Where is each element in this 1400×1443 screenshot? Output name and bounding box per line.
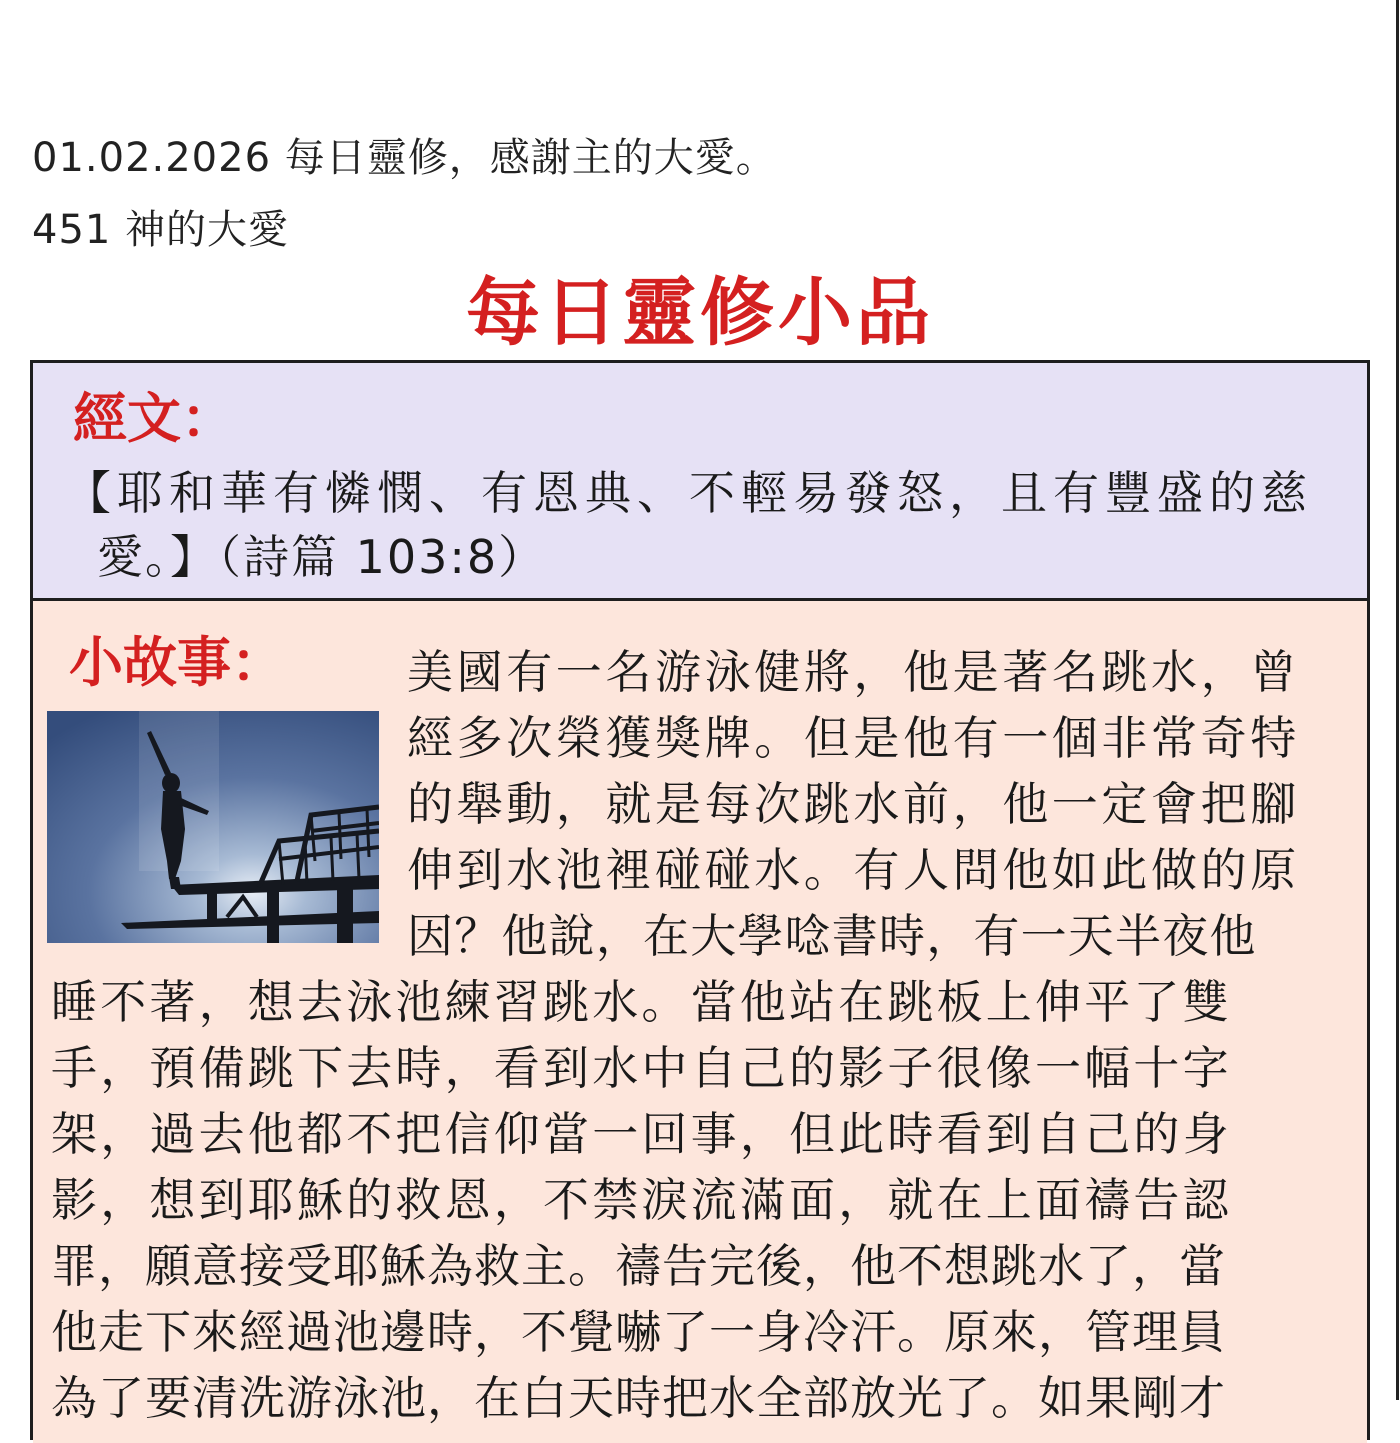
story-section: [33, 601, 1367, 1443]
scripture-section: [33, 363, 1367, 601]
story-line: 為了要清洗游泳池，在白天時把水全部放光了。如果剛才: [51, 1371, 1226, 1425]
scripture-verse-line-1: 【耶和華有憐憫、有恩典、不輕易發怒，且有豐盛的慈: [65, 466, 1313, 520]
story-line: 睡不著，想去泳池練習跳水。當他站在跳板上伸平了雙: [51, 975, 1232, 1029]
story-line: 罪，願意接受耶穌為救主。禱告完後，他不想跳水了，當: [51, 1239, 1226, 1293]
devotional-frame: [30, 360, 1370, 1440]
scripture-verse-line-2: 愛。】（詩篇 103:8）: [97, 530, 547, 584]
page-right-border: [1396, 0, 1399, 1400]
story-heading: 小故事：: [69, 631, 285, 694]
diver-silhouette-icon: [47, 711, 379, 943]
story-line: 美國有一名游泳健將，他是著名跳水，曾: [407, 645, 1300, 699]
story-line: 手，預備跳下去時，看到水中自己的影子很像一幅十字: [51, 1041, 1232, 1095]
scripture-heading: 經文：: [73, 387, 235, 450]
diver-photo: [47, 711, 379, 943]
story-line: 架，過去他都不把信仰當一回事，但此時看到自己的身: [51, 1107, 1232, 1161]
story-line: 他走下來經過池邊時，不覺嚇了一身冷汗。原來，管理員: [51, 1305, 1226, 1359]
hymn-header: 451 神的大愛: [32, 207, 290, 253]
page-title: 每日靈修小品: [466, 270, 934, 356]
story-line: 經多次榮獲獎牌。但是他有一個非常奇特: [407, 711, 1300, 765]
story-line: 因？他說，在大學唸書時，有一天半夜他: [407, 909, 1257, 963]
story-line: 伸到水池裡碰碰水。有人問他如此做的原: [407, 843, 1300, 897]
story-line: 的舉動，就是每次跳水前，他一定會把腳: [407, 777, 1300, 831]
date-header: 01.02.2026 每日靈修，感謝主的大愛。: [32, 135, 777, 181]
story-line: 影，想到耶穌的救恩，不禁淚流滿面，就在上面禱告認: [51, 1173, 1232, 1227]
